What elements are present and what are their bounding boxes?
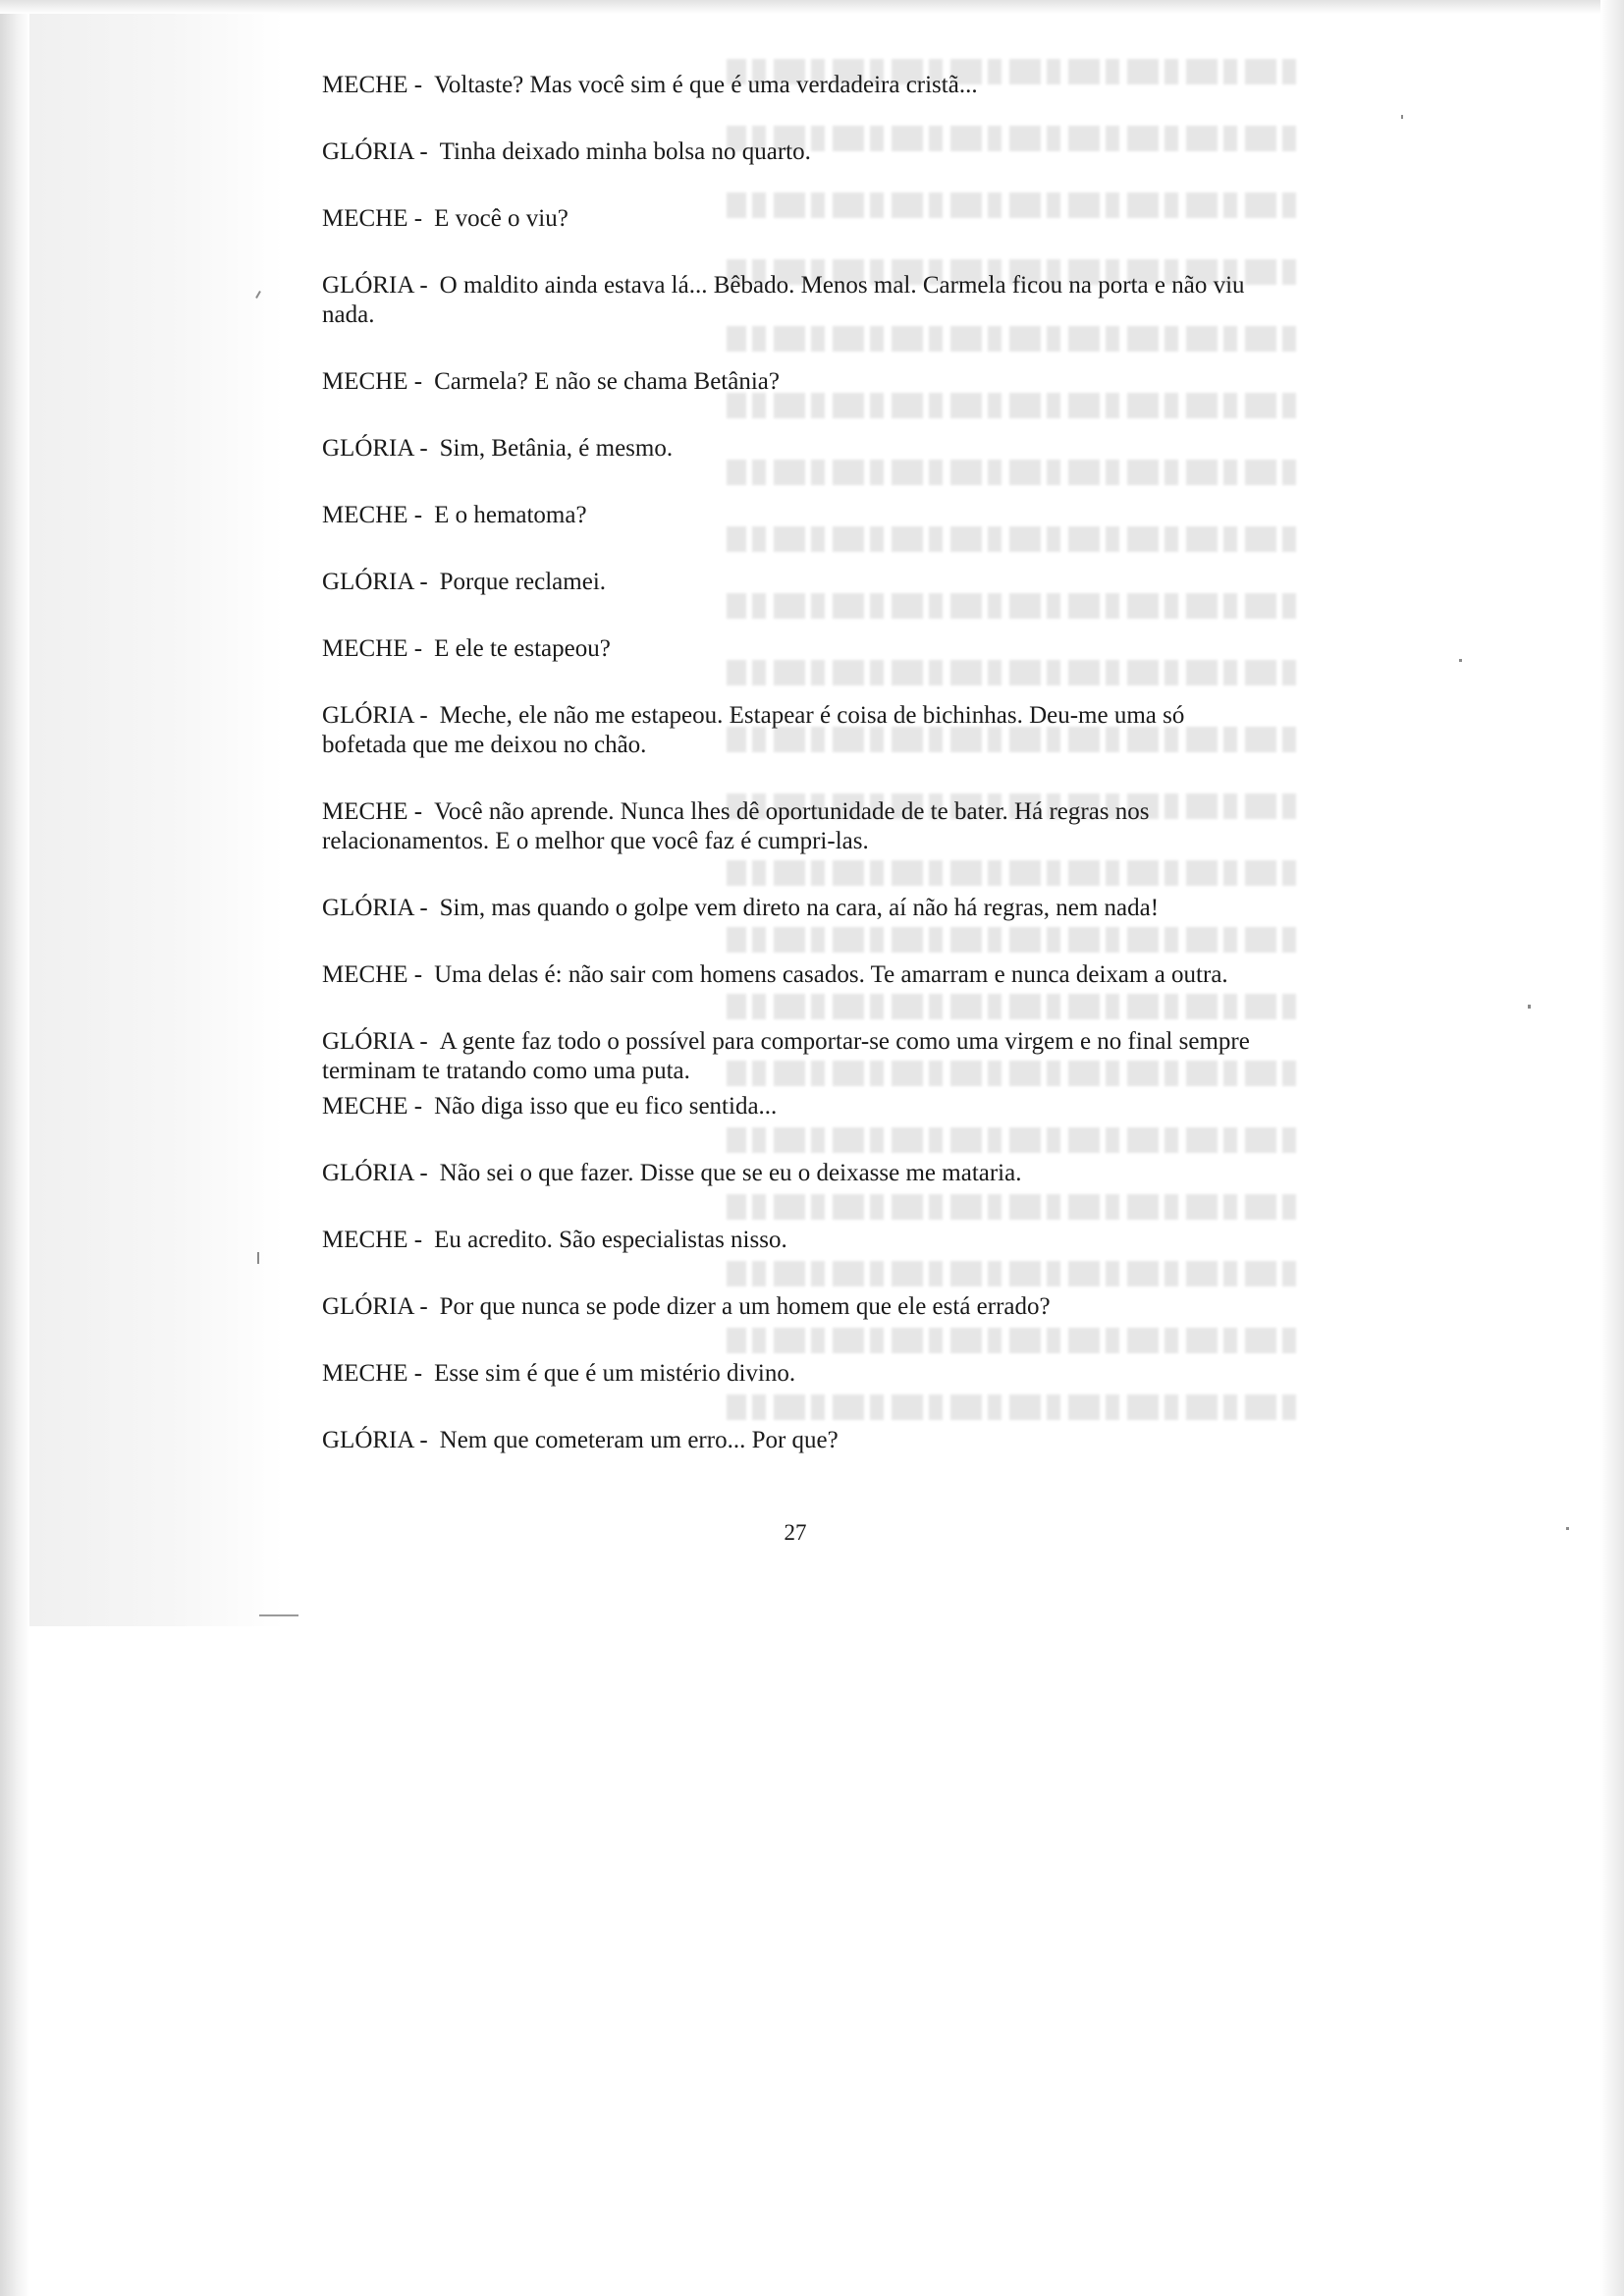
scan-speck (1566, 1527, 1569, 1530)
speaker-name: MECHE - (322, 1227, 422, 1253)
dialogue-entry (322, 501, 1255, 530)
scan-edge-right (1600, 0, 1624, 2296)
dialogue-entry (322, 634, 1255, 664)
script-dialogue (322, 71, 1255, 1493)
dialogue-entry (322, 137, 1255, 167)
speaker-name: MECHE - (322, 205, 422, 232)
dialogue-entry (322, 271, 1255, 330)
speaker-name: MECHE - (322, 961, 422, 988)
dialogue-line: Esse sim é que é um mistério divino. (434, 1360, 796, 1387)
dialogue-entry (322, 71, 1255, 100)
scan-speck (1528, 1005, 1531, 1009)
dialogue-line: Por que nunca se pode dizer a um homem que ele está errado? (439, 1293, 1051, 1320)
speaker-name: GLÓRIA - (322, 435, 428, 462)
dialogue-entry (322, 1027, 1255, 1086)
dialogue-line: Carmela? E não se chama Betânia? (434, 368, 780, 395)
dialogue-entry (322, 797, 1255, 856)
dialogue-line: Não diga isso que eu fico sentida... (434, 1093, 778, 1120)
page-number: 27 (784, 1520, 807, 1545)
dialogue-entry (322, 204, 1255, 234)
speaker-name: MECHE - (322, 1360, 422, 1387)
dialogue-entry (322, 701, 1255, 760)
dialogue-line: E você o viu? (434, 205, 568, 232)
dialogue-entry (322, 1359, 1255, 1389)
speaker-name: GLÓRIA - (322, 895, 428, 921)
dialogue-entry (322, 434, 1255, 464)
speaker-name: MECHE - (322, 635, 422, 662)
scan-edge-left (0, 0, 29, 2296)
dialogue-entry (322, 1426, 1255, 1455)
dialogue-entry (322, 367, 1255, 397)
speaker-name: MECHE - (322, 72, 422, 98)
speaker-name: GLÓRIA - (322, 1160, 428, 1186)
dialogue-entry (322, 1092, 1255, 1121)
speaker-name: GLÓRIA - (322, 138, 428, 165)
speaker-name: GLÓRIA - (322, 1293, 428, 1320)
dialogue-line: Sim, Betânia, é mesmo. (439, 435, 674, 462)
speaker-name: GLÓRIA - (322, 1427, 428, 1453)
dialogue-line: Eu acredito. São especialistas nisso. (434, 1227, 787, 1253)
dialogue-line: Tinha deixado minha bolsa no quarto. (439, 138, 811, 165)
dialogue-entry (322, 568, 1255, 597)
dialogue-line: Meche, ele não me estapeou. Estapear é coisa de bichinhas. Deu-me uma só bofetada que me deixou no chão. (322, 702, 1185, 758)
scan-edge-top (0, 0, 1624, 14)
speaker-name: GLÓRIA - (322, 1028, 428, 1055)
dialogue-line: Você não aprende. Nunca lhes dê oportunidade de te bater. Há regras nos relacionamentos. E o melhor que você faz é cumpri-las. (322, 798, 1150, 854)
dialogue-entry (322, 894, 1255, 923)
speaker-name: MECHE - (322, 368, 422, 395)
speaker-name: MECHE - (322, 1093, 422, 1120)
scan-speck (257, 1252, 259, 1264)
dialogue-line: Não sei o que fazer. Disse que se eu o deixasse me mataria. (439, 1160, 1022, 1186)
dialogue-line: Nem que cometeram um erro... Por que? (439, 1427, 839, 1453)
dialogue-entry (322, 1292, 1255, 1322)
speaker-name: MECHE - (322, 502, 422, 528)
speaker-name: GLÓRIA - (322, 569, 428, 595)
speaker-name: GLÓRIA - (322, 272, 428, 299)
page-fold-line (259, 1614, 298, 1616)
speaker-name: MECHE - (322, 798, 422, 825)
dialogue-line: Uma delas é: não sair com homens casados. Te amarram e nunca deixam a outra. (434, 961, 1228, 988)
dialogue-line: Voltaste? Mas você sim é que é uma verdadeira cristã... (434, 72, 978, 98)
dialogue-line: E ele te estapeou? (434, 635, 611, 662)
dialogue-line: E o hematoma? (434, 502, 587, 528)
speaker-name: GLÓRIA - (322, 702, 428, 729)
dialogue-line: Porque reclamei. (439, 569, 607, 595)
scan-speck (1401, 115, 1403, 119)
dialogue-entry (322, 960, 1255, 990)
dialogue-line: A gente faz todo o possível para comportar-se como uma virgem e no final sempre terminam te tratando como uma puta. (322, 1028, 1250, 1084)
dialogue-line: O maldito ainda estava lá... Bêbado. Menos mal. Carmela ficou na porta e não viu nada. (322, 272, 1245, 328)
dialogue-entry (322, 1226, 1255, 1255)
dialogue-line: Sim, mas quando o golpe vem direto na cara, aí não há regras, nem nada! (439, 895, 1160, 921)
dialogue-entry (322, 1159, 1255, 1188)
scan-speck (1459, 659, 1462, 662)
